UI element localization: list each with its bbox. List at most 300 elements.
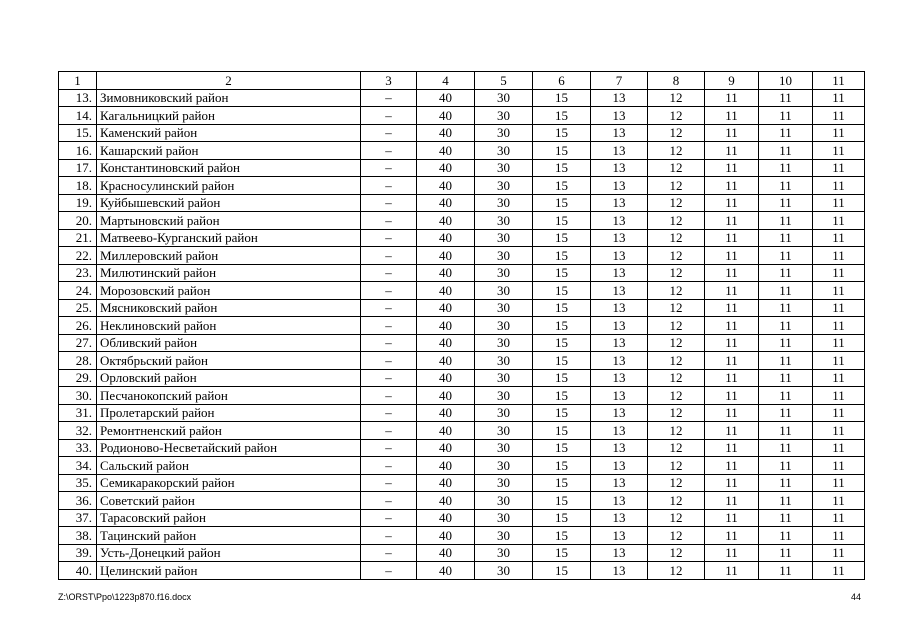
column-header-6: 6 [533,72,591,90]
value-cell-col-4: 40 [417,229,475,247]
dash-cell: – [361,107,417,125]
value-cell-col-11: 11 [813,89,865,107]
value-cell-col-4: 40 [417,387,475,405]
value-cell-col-10: 11 [759,264,813,282]
value-cell-col-5: 30 [475,474,533,492]
value-cell-col-8: 12 [648,457,705,475]
dash-cell: – [361,229,417,247]
value-cell-col-9: 11 [705,317,759,335]
value-cell-col-10: 11 [759,509,813,527]
value-cell-col-10: 11 [759,282,813,300]
value-cell-col-10: 11 [759,544,813,562]
value-cell-col-7: 13 [591,527,648,545]
value-cell-col-8: 12 [648,492,705,510]
value-cell-col-6: 15 [533,457,591,475]
table-row [59,264,865,282]
footer-page-number: 44 [850,592,861,602]
row-number: 23. [59,264,97,282]
value-cell-col-4: 40 [417,89,475,107]
value-cell-col-5: 30 [475,264,533,282]
value-cell-col-8: 12 [648,142,705,160]
value-cell-col-9: 11 [705,264,759,282]
value-cell-col-7: 13 [591,212,648,230]
value-cell-col-7: 13 [591,159,648,177]
value-cell-col-9: 11 [705,282,759,300]
row-number: 33. [59,439,97,457]
district-name: Кашарский район [97,142,361,160]
table-row [59,422,865,440]
dash-cell: – [361,509,417,527]
value-cell-col-7: 13 [591,509,648,527]
district-name: Мясниковский район [97,299,361,317]
value-cell-col-5: 30 [475,527,533,545]
value-cell-col-8: 12 [648,544,705,562]
value-cell-col-6: 15 [533,334,591,352]
value-cell-col-6: 15 [533,177,591,195]
district-name: Каменский район [97,124,361,142]
value-cell-col-9: 11 [705,142,759,160]
dash-cell: – [361,439,417,457]
value-cell-col-5: 30 [475,457,533,475]
value-cell-col-8: 12 [648,159,705,177]
value-cell-col-10: 11 [759,142,813,160]
value-cell-col-5: 30 [475,194,533,212]
row-number: 21. [59,229,97,247]
value-cell-col-8: 12 [648,124,705,142]
value-cell-col-11: 11 [813,527,865,545]
value-cell-col-5: 30 [475,282,533,300]
dash-cell: – [361,264,417,282]
value-cell-col-9: 11 [705,247,759,265]
value-cell-col-7: 13 [591,457,648,475]
value-cell-col-9: 11 [705,387,759,405]
row-number: 25. [59,299,97,317]
value-cell-col-6: 15 [533,369,591,387]
table-row [59,457,865,475]
table-row [59,439,865,457]
value-cell-col-10: 11 [759,457,813,475]
value-cell-col-5: 30 [475,229,533,247]
value-cell-col-8: 12 [648,247,705,265]
value-cell-col-11: 11 [813,334,865,352]
table-row [59,527,865,545]
value-cell-col-5: 30 [475,89,533,107]
table-row [59,89,865,107]
value-cell-col-8: 12 [648,509,705,527]
value-cell-col-9: 11 [705,404,759,422]
value-cell-col-7: 13 [591,89,648,107]
value-cell-col-8: 12 [648,282,705,300]
value-cell-col-7: 13 [591,282,648,300]
column-header-5: 5 [475,72,533,90]
district-name: Куйбышевский район [97,194,361,212]
dash-cell: – [361,369,417,387]
district-name: Константиновский район [97,159,361,177]
value-cell-col-10: 11 [759,439,813,457]
value-cell-col-11: 11 [813,107,865,125]
value-cell-col-9: 11 [705,124,759,142]
value-cell-col-9: 11 [705,107,759,125]
dash-cell: – [361,334,417,352]
value-cell-col-5: 30 [475,334,533,352]
value-cell-col-11: 11 [813,317,865,335]
value-cell-col-6: 15 [533,422,591,440]
value-cell-col-4: 40 [417,177,475,195]
value-cell-col-7: 13 [591,474,648,492]
value-cell-col-6: 15 [533,194,591,212]
value-cell-col-5: 30 [475,124,533,142]
dash-cell: – [361,492,417,510]
value-cell-col-4: 40 [417,352,475,370]
value-cell-col-4: 40 [417,334,475,352]
value-cell-col-10: 11 [759,527,813,545]
value-cell-col-4: 40 [417,474,475,492]
value-cell-col-11: 11 [813,299,865,317]
value-cell-col-4: 40 [417,247,475,265]
value-cell-col-8: 12 [648,387,705,405]
district-name: Советский район [97,492,361,510]
dash-cell: – [361,89,417,107]
dash-cell: – [361,247,417,265]
value-cell-col-9: 11 [705,194,759,212]
value-cell-col-8: 12 [648,439,705,457]
value-cell-col-10: 11 [759,562,813,580]
value-cell-col-6: 15 [533,509,591,527]
value-cell-col-4: 40 [417,299,475,317]
dash-cell: – [361,317,417,335]
table-row [59,562,865,580]
value-cell-col-6: 15 [533,562,591,580]
table-row [59,229,865,247]
value-cell-col-10: 11 [759,404,813,422]
row-number: 38. [59,527,97,545]
value-cell-col-9: 11 [705,527,759,545]
value-cell-col-7: 13 [591,562,648,580]
value-cell-col-8: 12 [648,264,705,282]
value-cell-col-6: 15 [533,142,591,160]
district-name: Семикаракорский район [97,474,361,492]
value-cell-col-7: 13 [591,422,648,440]
value-cell-col-8: 12 [648,562,705,580]
value-cell-col-4: 40 [417,282,475,300]
value-cell-col-9: 11 [705,177,759,195]
value-cell-col-6: 15 [533,264,591,282]
table-row [59,159,865,177]
value-cell-col-4: 40 [417,124,475,142]
value-cell-col-7: 13 [591,352,648,370]
value-cell-col-11: 11 [813,369,865,387]
value-cell-col-7: 13 [591,264,648,282]
row-number: 16. [59,142,97,160]
table-row [59,194,865,212]
row-number: 24. [59,282,97,300]
value-cell-col-4: 40 [417,159,475,177]
table-row [59,352,865,370]
value-cell-col-5: 30 [475,142,533,160]
table-body [59,72,865,580]
column-header-8: 8 [648,72,705,90]
value-cell-col-4: 40 [417,544,475,562]
value-cell-col-6: 15 [533,527,591,545]
table-row [59,212,865,230]
value-cell-col-4: 40 [417,142,475,160]
value-cell-col-7: 13 [591,299,648,317]
column-header-2: 2 [97,72,361,90]
row-number: 36. [59,492,97,510]
value-cell-col-5: 30 [475,509,533,527]
value-cell-col-11: 11 [813,474,865,492]
value-cell-col-9: 11 [705,159,759,177]
value-cell-col-6: 15 [533,404,591,422]
value-cell-col-5: 30 [475,177,533,195]
dash-cell: – [361,299,417,317]
value-cell-col-6: 15 [533,352,591,370]
value-cell-col-5: 30 [475,299,533,317]
dash-cell: – [361,562,417,580]
row-number: 35. [59,474,97,492]
value-cell-col-11: 11 [813,544,865,562]
value-cell-col-11: 11 [813,509,865,527]
value-cell-col-9: 11 [705,299,759,317]
value-cell-col-5: 30 [475,369,533,387]
value-cell-col-5: 30 [475,544,533,562]
value-cell-col-10: 11 [759,422,813,440]
district-name: Матвеево-Курганский район [97,229,361,247]
table-header-row [59,72,865,90]
dash-cell: – [361,527,417,545]
value-cell-col-9: 11 [705,492,759,510]
value-cell-col-10: 11 [759,352,813,370]
row-number: 20. [59,212,97,230]
value-cell-col-4: 40 [417,369,475,387]
value-cell-col-10: 11 [759,107,813,125]
value-cell-col-6: 15 [533,387,591,405]
value-cell-col-7: 13 [591,404,648,422]
value-cell-col-7: 13 [591,369,648,387]
value-cell-col-9: 11 [705,544,759,562]
district-name: Октябрьский район [97,352,361,370]
district-name: Сальский район [97,457,361,475]
table-row [59,124,865,142]
value-cell-col-7: 13 [591,334,648,352]
row-number: 14. [59,107,97,125]
value-cell-col-10: 11 [759,317,813,335]
row-number: 29. [59,369,97,387]
value-cell-col-8: 12 [648,299,705,317]
value-cell-col-11: 11 [813,352,865,370]
table-row [59,317,865,335]
value-cell-col-5: 30 [475,422,533,440]
value-cell-col-7: 13 [591,492,648,510]
table-row [59,247,865,265]
value-cell-col-10: 11 [759,177,813,195]
value-cell-col-11: 11 [813,247,865,265]
value-cell-col-7: 13 [591,247,648,265]
value-cell-col-7: 13 [591,387,648,405]
column-header-10: 10 [759,72,813,90]
value-cell-col-8: 12 [648,352,705,370]
value-cell-col-7: 13 [591,229,648,247]
value-cell-col-6: 15 [533,492,591,510]
row-number: 17. [59,159,97,177]
footer-file-path: Z:\ORST\Ppo\1223p870.f16.docx [58,592,192,602]
value-cell-col-9: 11 [705,89,759,107]
value-cell-col-10: 11 [759,229,813,247]
value-cell-col-7: 13 [591,194,648,212]
value-cell-col-6: 15 [533,474,591,492]
dash-cell: – [361,124,417,142]
value-cell-col-11: 11 [813,457,865,475]
district-name: Песчанокопский район [97,387,361,405]
dash-cell: – [361,457,417,475]
value-cell-col-10: 11 [759,492,813,510]
value-cell-col-5: 30 [475,492,533,510]
value-cell-col-8: 12 [648,527,705,545]
value-cell-col-11: 11 [813,194,865,212]
row-number: 39. [59,544,97,562]
value-cell-col-6: 15 [533,439,591,457]
row-number: 40. [59,562,97,580]
district-name: Милютинский район [97,264,361,282]
dash-cell: – [361,404,417,422]
value-cell-col-11: 11 [813,422,865,440]
value-cell-col-11: 11 [813,404,865,422]
value-cell-col-10: 11 [759,212,813,230]
table-row [59,544,865,562]
value-cell-col-8: 12 [648,474,705,492]
row-number: 26. [59,317,97,335]
value-cell-col-11: 11 [813,387,865,405]
district-name: Неклиновский район [97,317,361,335]
value-cell-col-7: 13 [591,107,648,125]
value-cell-col-6: 15 [533,544,591,562]
dash-cell: – [361,387,417,405]
row-number: 37. [59,509,97,527]
column-header-7: 7 [591,72,648,90]
district-name: Пролетарский район [97,404,361,422]
value-cell-col-4: 40 [417,527,475,545]
value-cell-col-8: 12 [648,107,705,125]
value-cell-col-5: 30 [475,352,533,370]
row-number: 18. [59,177,97,195]
value-cell-col-9: 11 [705,474,759,492]
table-row [59,404,865,422]
value-cell-col-5: 30 [475,562,533,580]
district-name: Ремонтненский район [97,422,361,440]
value-cell-col-8: 12 [648,212,705,230]
value-cell-col-4: 40 [417,404,475,422]
value-cell-col-6: 15 [533,317,591,335]
district-name: Тарасовский район [97,509,361,527]
column-header-11: 11 [813,72,865,90]
table-row [59,474,865,492]
value-cell-col-4: 40 [417,194,475,212]
value-cell-col-10: 11 [759,474,813,492]
column-header-9: 9 [705,72,759,90]
value-cell-col-8: 12 [648,404,705,422]
row-number: 31. [59,404,97,422]
value-cell-col-11: 11 [813,264,865,282]
district-name: Целинский район [97,562,361,580]
value-cell-col-9: 11 [705,509,759,527]
value-cell-col-9: 11 [705,457,759,475]
value-cell-col-9: 11 [705,562,759,580]
value-cell-col-6: 15 [533,107,591,125]
value-cell-col-5: 30 [475,212,533,230]
value-cell-col-11: 11 [813,212,865,230]
district-name: Красносулинский район [97,177,361,195]
value-cell-col-8: 12 [648,89,705,107]
value-cell-col-8: 12 [648,422,705,440]
value-cell-col-10: 11 [759,89,813,107]
column-header-4: 4 [417,72,475,90]
value-cell-col-10: 11 [759,194,813,212]
value-cell-col-4: 40 [417,492,475,510]
district-name: Миллеровский район [97,247,361,265]
district-name: Зимовниковский район [97,89,361,107]
district-name: Морозовский район [97,282,361,300]
dash-cell: – [361,474,417,492]
district-name: Кагальницкий район [97,107,361,125]
value-cell-col-11: 11 [813,562,865,580]
value-cell-col-5: 30 [475,387,533,405]
data-table [58,71,865,580]
table-row [59,107,865,125]
value-cell-col-11: 11 [813,492,865,510]
value-cell-col-6: 15 [533,247,591,265]
dash-cell: – [361,177,417,195]
value-cell-col-6: 15 [533,212,591,230]
value-cell-col-10: 11 [759,299,813,317]
value-cell-col-4: 40 [417,317,475,335]
value-cell-col-9: 11 [705,369,759,387]
value-cell-col-8: 12 [648,369,705,387]
row-number: 13. [59,89,97,107]
table-row [59,334,865,352]
value-cell-col-5: 30 [475,159,533,177]
value-cell-col-9: 11 [705,212,759,230]
value-cell-col-11: 11 [813,124,865,142]
value-cell-col-8: 12 [648,194,705,212]
value-cell-col-4: 40 [417,509,475,527]
value-cell-col-11: 11 [813,177,865,195]
value-cell-col-7: 13 [591,177,648,195]
value-cell-col-6: 15 [533,299,591,317]
value-cell-col-7: 13 [591,544,648,562]
value-cell-col-10: 11 [759,369,813,387]
value-cell-col-8: 12 [648,334,705,352]
table-row [59,509,865,527]
value-cell-col-4: 40 [417,212,475,230]
row-number: 30. [59,387,97,405]
value-cell-col-11: 11 [813,159,865,177]
dash-cell: – [361,142,417,160]
value-cell-col-6: 15 [533,124,591,142]
dash-cell: – [361,422,417,440]
district-name: Обливский район [97,334,361,352]
value-cell-col-9: 11 [705,334,759,352]
table-row [59,177,865,195]
value-cell-col-7: 13 [591,124,648,142]
value-cell-col-6: 15 [533,159,591,177]
dash-cell: – [361,159,417,177]
value-cell-col-9: 11 [705,422,759,440]
district-name: Орловский район [97,369,361,387]
row-number: 27. [59,334,97,352]
value-cell-col-5: 30 [475,107,533,125]
value-cell-col-5: 30 [475,317,533,335]
column-header-3: 3 [361,72,417,90]
